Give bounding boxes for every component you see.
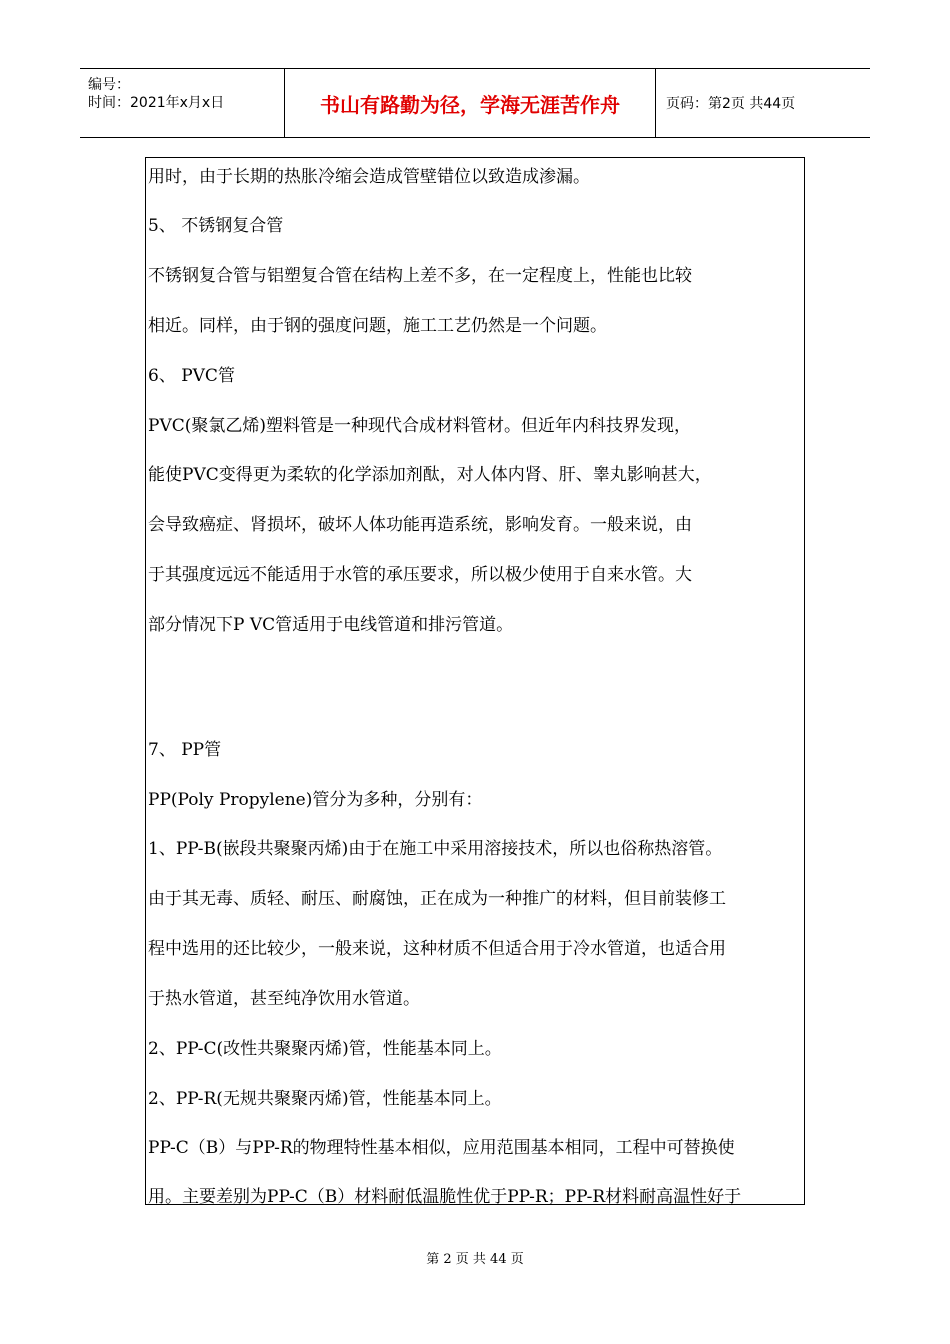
text-line: 由于其无毒、质轻、耐压、耐腐蚀，正在成为一种推广的材料，但目前装修工 <box>148 889 726 909</box>
number-label: 编号： <box>88 77 130 93</box>
text-line: 部分情况下P VC管适用于电线管道和排污管道。 <box>148 615 514 635</box>
text-line: 用时，由于长期的热胀冷缩会造成管壁错位以致造成渗漏。 <box>148 167 590 187</box>
content-box <box>145 157 805 1205</box>
text-line: 用。主要差别为PP-C（B）材料耐低温脆性优于PP-R；PP-R材料耐高温性好于 <box>148 1187 742 1205</box>
text-line: PVC(聚氯乙烯)塑料管是一种现代合成材料管材。但近年内科技界发现， <box>148 416 691 436</box>
text-line: 于热水管道，甚至纯净饮用水管道。 <box>148 989 420 1009</box>
text-line: 会导致癌症、肾损坏，破坏人体功能再造系统，影响发育。一般来说，由 <box>148 515 692 535</box>
section-heading-6: 6、 PVC管 <box>148 366 235 386</box>
text-line: PP(Poly Propylene)管分为多种，分别有： <box>148 790 483 810</box>
text-line: 于其强度远远不能适用于水管的承压要求，所以极少使用于自来水管。大 <box>148 565 692 585</box>
text-line: 2、PP-R(无规共聚聚丙烯)管，性能基本同上。 <box>148 1089 502 1109</box>
header-motto: 书山有路勤为径，学海无涯苦作舟 <box>285 69 656 137</box>
header-meta-cell <box>80 69 285 137</box>
text-line: 2、PP-C(改性共聚聚丙烯)管，性能基本同上。 <box>148 1039 502 1059</box>
text-line: 1、PP-B(嵌段共聚聚丙烯)由于在施工中采用溶接技术，所以也俗称热溶管。 <box>148 839 723 859</box>
text-line: 程中选用的还比较少，一般来说，这种材质不但适合用于冷水管道，也适合用 <box>148 939 726 959</box>
section-heading-7: 7、 PP管 <box>148 740 222 760</box>
page-header <box>80 68 870 138</box>
time-label: 时间：2021年x月x日 <box>88 95 225 111</box>
text-line: 不锈钢复合管与铝塑复合管在结构上差不多，在一定程度上，性能也比较 <box>148 266 692 286</box>
page-footer: 第 2 页 共 44 页 <box>426 1252 524 1267</box>
text-line: PP-C（B）与PP-R的物理特性基本相似，应用范围基本相同，工程中可替换使 <box>148 1138 735 1158</box>
text-line: 能使PVC变得更为柔软的化学添加剂酞，对人体内肾、肝、睾丸影响甚大， <box>148 465 712 485</box>
header-page-label: 页码：第2页 共44页 <box>666 96 796 112</box>
section-heading-5: 5、 不锈钢复合管 <box>148 216 284 236</box>
text-line: 相近。同样，由于钢的强度问题，施工工艺仍然是一个问题。 <box>148 316 607 336</box>
